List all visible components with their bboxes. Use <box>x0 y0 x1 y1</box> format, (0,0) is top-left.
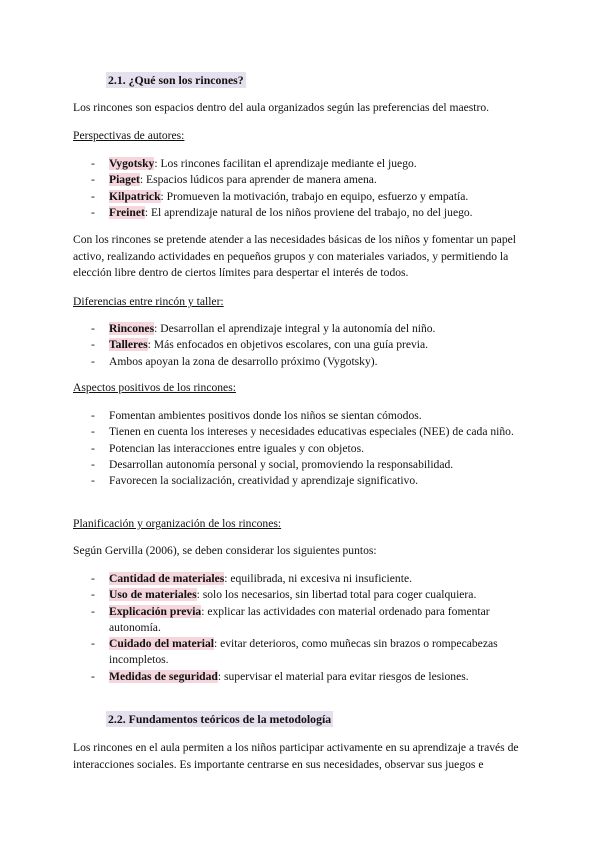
item-text: : solo los necesarios, sin libertad total para coger cualquiera. <box>196 588 477 602</box>
section-2-2-paragraph: Los rincones en el aula permiten a los niños participar activamente en su aprendizaje a través de interacciones sociales. Es importante centrarse en sus necesidades, observar sus juegos e <box>73 741 519 771</box>
positives-list <box>73 408 523 489</box>
perspectives-list <box>73 156 523 221</box>
item-text: Desarrollan autonomía personal y social, promoviendo la responsabilidad. <box>109 457 454 471</box>
intro-paragraph: Los rincones son espacios dentro del aula organizados según las preferencias del maestro. <box>73 101 490 114</box>
list-item: - Ambos apoyan la zona de desarrollo próximo (Vygotsky). <box>91 354 378 368</box>
item-text: : explicar las actividades con material ordenado para fomentar autonomía. <box>109 604 490 634</box>
item-text: Potencian las interacciones entre iguales y con objetos. <box>109 441 364 455</box>
planning-list <box>73 571 523 685</box>
item-text: Tienen en cuenta los intereses y necesidades educativas especiales (NEE) de cada niño. <box>109 425 514 439</box>
section-heading-2-1: 2.1. ¿Qué son los rincones? <box>108 73 244 87</box>
item-text: Ambos apoyan la zona de desarrollo próximo (Vygotsky). <box>109 354 378 368</box>
list-item: - Rincones: Desarrollan el aprendizaje integral y la autonomía del niño. <box>91 322 436 335</box>
author-term: Kilpatrick <box>109 189 161 203</box>
concept-term: Talleres <box>109 338 148 352</box>
planning-label: Planificación y organización de los rincones: <box>73 517 282 530</box>
item-text: : Los rincones facilitan el aprendizaje mediante el juego. <box>154 157 417 170</box>
list-item: - Cuidado del material: evitar deterioros, como muñecas sin brazos o rompecabezas incompletos. <box>91 637 498 667</box>
planning-intro: Según Gervilla (2006), se deben considerar los siguientes puntos: <box>73 544 377 557</box>
item-text: : supervisar el material para evitar riesgos de lesiones. <box>217 669 469 683</box>
item-text: : Promueven la motivación, trabajo en equipo, esfuerzo y empatía. <box>160 189 469 203</box>
section-heading-2-2: 2.2. Fundamentos teóricos de la metodología <box>108 712 332 726</box>
list-item: - Cantidad de materiales: equilibrada, ni excesiva ni insuficiente. <box>91 572 412 585</box>
list-item: - Tienen en cuenta los intereses y necesidades educativas especiales (NEE) de cada niño. <box>91 425 514 439</box>
planning-term: Cuidado del material <box>109 637 214 651</box>
differences-label: Diferencias entre rincón y taller: <box>73 295 224 308</box>
item-text: : Espacios lúdicos para aprender de manera amena. <box>139 173 377 187</box>
concept-term: Rincones <box>109 322 155 335</box>
planning-term: Uso de materiales <box>109 588 197 602</box>
list-item: - Freinet: El aprendizaje natural de los niños proviene del trabajo, no del juego. <box>91 205 473 219</box>
positives-label: Aspectos positivos de los rincones: <box>73 381 236 394</box>
list-item: - Kilpatrick: Promueven la motivación, trabajo en equipo, esfuerzo y empatía. <box>91 189 469 203</box>
item-text: : El aprendizaje natural de los niños proviene del trabajo, no del juego. <box>144 205 473 219</box>
planning-term: Cantidad de materiales <box>109 572 225 585</box>
planning-term: Explicación previa <box>109 604 202 618</box>
planning-term: Medidas de seguridad <box>109 669 218 683</box>
author-term: Vygotsky <box>109 157 155 170</box>
list-item: - Potencian las interacciones entre iguales y con objetos. <box>91 441 364 455</box>
list-item: - Piaget: Espacios lúdicos para aprender de manera amena. <box>91 173 377 187</box>
item-text: Fomentan ambientes positivos donde los niños se sientan cómodos. <box>109 409 422 422</box>
item-text: Favorecen la socialización, creatividad y aprendizaje significativo. <box>109 474 419 488</box>
differences-list <box>73 321 523 370</box>
author-term: Freinet <box>109 205 145 219</box>
item-text: : evitar deterioros, como muñecas sin brazos o rompecabezas incompletos. <box>109 637 498 667</box>
list-item: - Fomentan ambientes positivos donde los niños se sientan cómodos. <box>91 409 422 422</box>
list-item: - Favorecen la socialización, creatividad y aprendizaje significativo. <box>91 474 419 488</box>
list-item: - Talleres: Más enfocados en objetivos escolares, con una guía previa. <box>91 338 429 352</box>
paragraph-2: Con los rincones se pretende atender a las necesidades básicas de los niños y fomentar un papel activo, realizando actividades en pequeños grupos y con materiales variados, y permitiendo la elección libre dentro de ciertos límites para despertar el interés de todos. <box>73 233 516 280</box>
list-item: - Vygotsky: Los rincones facilitan el aprendizaje mediante el juego. <box>91 157 417 170</box>
list-item: - Explicación previa: explicar las actividades con material ordenado para fomentar autonomía. <box>91 604 490 634</box>
item-text: : Más enfocados en objetivos escolares, con una guía previa. <box>147 338 429 352</box>
author-term: Piaget <box>109 173 140 187</box>
item-text: : equilibrada, ni excesiva ni insuficiente. <box>224 572 412 585</box>
list-item: - Medidas de seguridad: supervisar el material para evitar riesgos de lesiones. <box>91 669 469 683</box>
list-item: - Desarrollan autonomía personal y social, promoviendo la responsabilidad. <box>91 457 454 471</box>
perspectives-label: Perspectivas de autores: <box>73 129 185 142</box>
list-item: - Uso de materiales: solo los necesarios, sin libertad total para coger cualquiera. <box>91 588 477 602</box>
item-text: : Desarrollan el aprendizaje integral y la autonomía del niño. <box>154 322 436 335</box>
